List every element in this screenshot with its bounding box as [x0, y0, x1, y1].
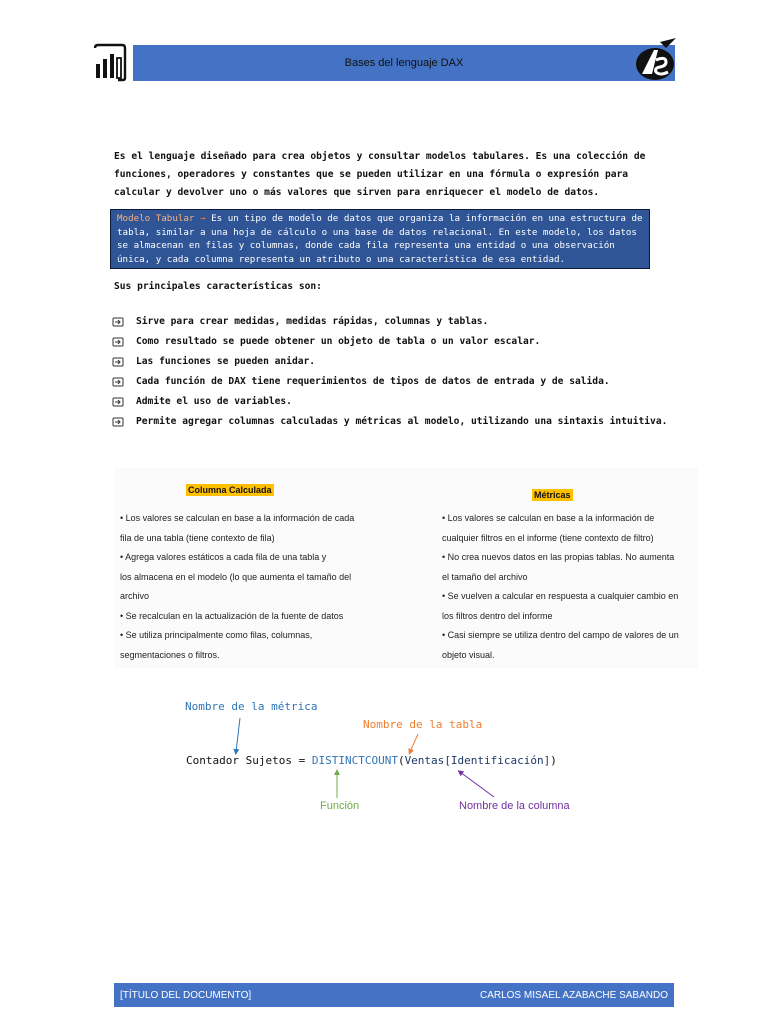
intro-paragraph: Es el lenguaje diseñado para crea objetos y consultar modelos tabulares. Es una colección de funciones, operadores y constantes que se pueden utilizar en una fórmula o expresión para calcular y devolver uno o más valores que sirven para enriquecer el modelo de datos. — [114, 151, 646, 198]
label-function: Función — [320, 800, 360, 812]
calculated-column-title: Columna Calculada — [188, 485, 272, 495]
calculated-column-text: • Los valores se calculan en base a la información de cada fila de una tabla (tiene contexto de fila) • Agrega valores estáticos a cada fila de una tabla y los almacena en el modelo (lo que aumenta el tamaño del archivo • Se recalculan en la actualización de la fuente de datos • Se utiliza principalmente como filas, columnas, segmentaciones o filtros. — [120, 513, 355, 660]
list-item-text: Admite el uso de variables. — [136, 396, 292, 407]
arrow-column — [460, 772, 494, 797]
list-item-text: Sirve para crear medidas, medidas rápidas, columnas y tablas. — [136, 316, 489, 327]
label-column-name: Nombre de la columna — [459, 800, 570, 812]
footer-author: CARLOS MISAEL AZABACHE SABANDO — [479, 989, 668, 1001]
arrow-metric — [236, 718, 240, 752]
metrics-text: • Los valores se calculan en base a la información de cualquier filtros en el informe (tiene contexto de filtro) • No crea nuevos datos en las propias tablas. No aumenta el tamaño del archivo • Se vuelven a calcular en respuesta a cualquier cambio en los filtros dentro del informe • Casi siempre se utiliza dentro del campo de valores de un objeto visual. — [442, 513, 679, 660]
arrow-table — [410, 734, 418, 752]
list-item-text: Las funciones se pueden anidar. — [136, 356, 316, 367]
footer-document-title: [TÍTULO DEL DOCUMENTO] — [120, 989, 252, 1001]
list-item-text: Cada función de DAX tiene requerimientos de tipos de datos de entrada y de salida. — [136, 376, 610, 387]
formula-column: [Identificación] — [444, 754, 551, 767]
list-item-text: Como resultado se puede obtener un objeto de tabla o un valor escalar. — [136, 336, 541, 347]
formula-equals: = — [291, 754, 312, 767]
label-metric-name: Nombre de la métrica — [185, 700, 318, 713]
formula-table: Ventas — [404, 754, 445, 767]
formula-open: ( — [397, 754, 405, 767]
formula-measure: Contador Sujetos — [186, 754, 292, 767]
label-table-name: Nombre de la tabla — [363, 718, 483, 731]
list-item-text: Permite agregar columnas calculadas y métricas al modelo, utilizando una sintaxis intuitiva. — [136, 416, 668, 427]
document-title: Bases del lenguaje DAX — [344, 57, 464, 69]
arrow-right-icon: → — [200, 213, 206, 224]
callout-text: Es un tipo de modelo de datos que organiza la información en una estructura de tabla, similar a una hoja de cálculo o una base de datos relacional. En este modelo, los datos se almacenan en filas y columnas, donde cada fila representa una entidad o una observación única, y cada columna representa un atributo o una característica de esa entidad. — [117, 213, 643, 265]
callout-term: Modelo Tabular — [117, 213, 195, 224]
footer-bar — [114, 983, 674, 1007]
features-title: Sus principales características son: — [114, 281, 322, 292]
metrics-title: Métricas — [534, 490, 571, 500]
formula-close: ) — [550, 754, 557, 767]
formula-function: DISTINCTCOUNT — [311, 754, 398, 767]
